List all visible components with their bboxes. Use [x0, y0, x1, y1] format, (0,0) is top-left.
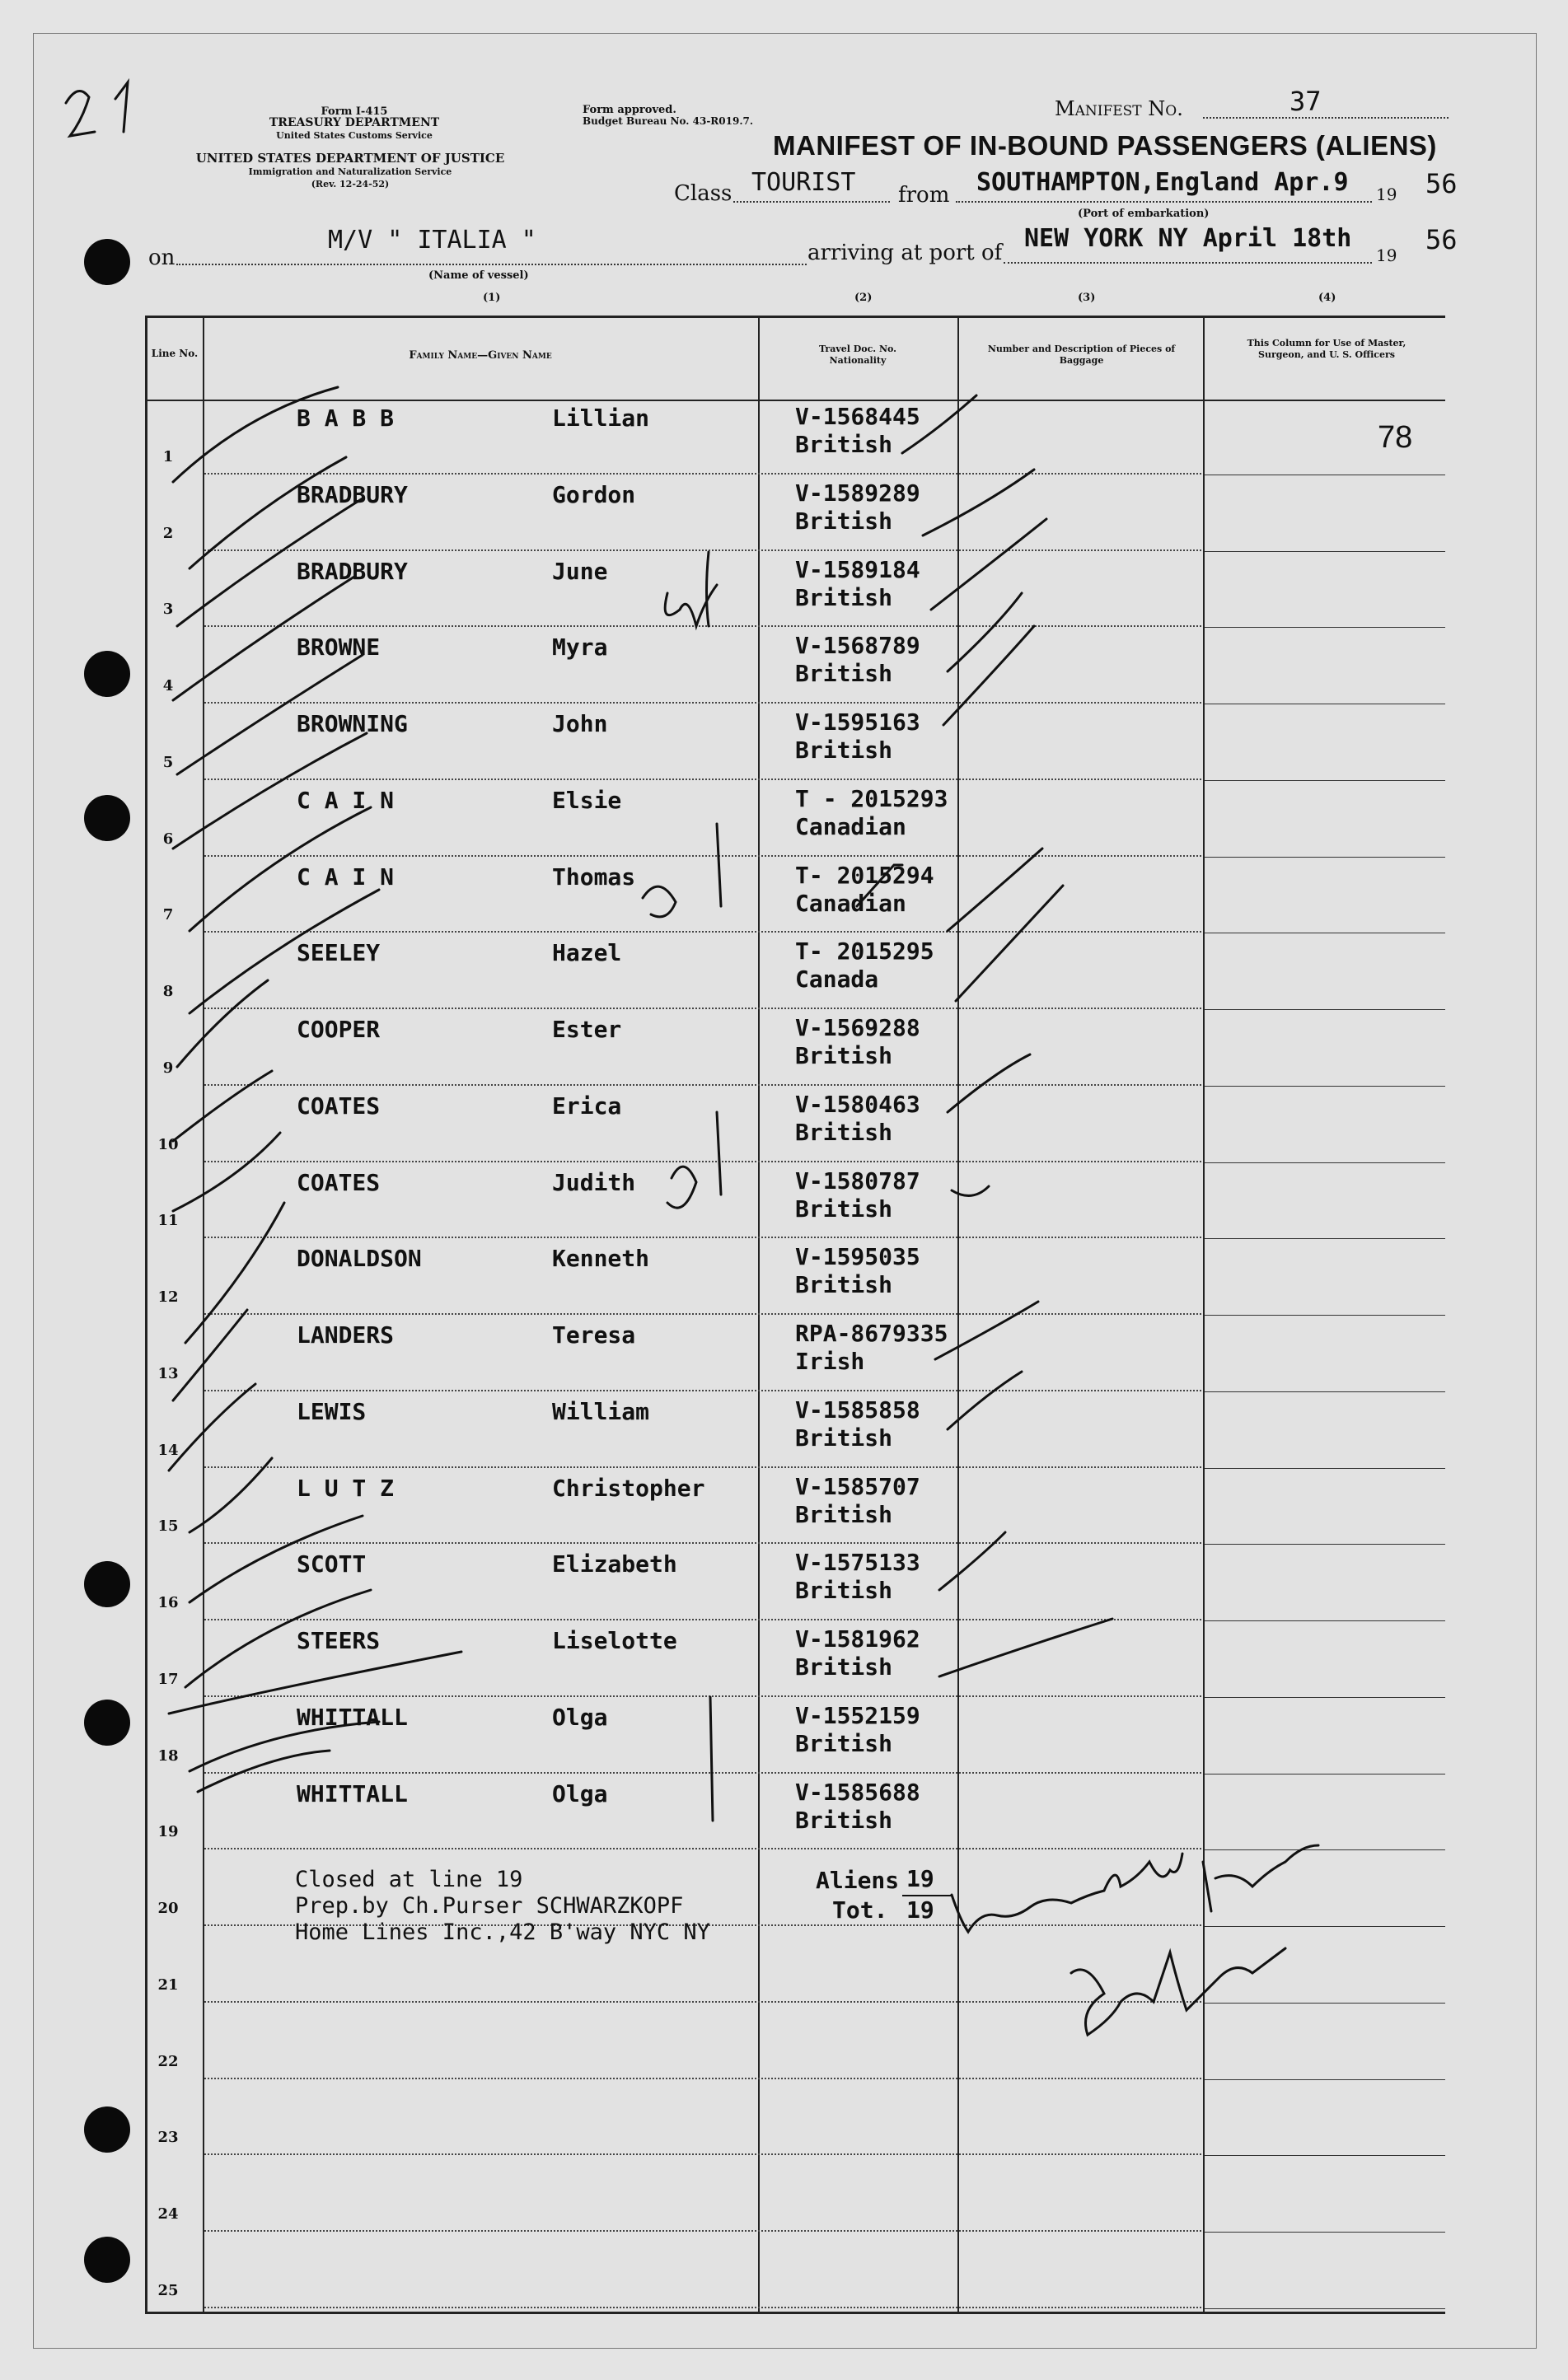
- travel-doc-number: V-1580463: [795, 1090, 920, 1118]
- initials-mark: [667, 1167, 696, 1208]
- line-number: 11: [157, 1212, 179, 1230]
- check-mark: [185, 1203, 284, 1343]
- column-number-1: (1): [483, 292, 501, 304]
- travel-doc-number: V-1569288: [795, 1014, 920, 1042]
- check-mark: [931, 519, 1046, 610]
- family-name: SCOTT: [297, 1550, 367, 1578]
- given-name: Lillian: [552, 404, 650, 432]
- check-mark: [857, 865, 902, 906]
- port-embark-caption: (Port of embarkation): [1078, 208, 1210, 220]
- closed-note: Closed at line 19: [295, 1867, 523, 1892]
- nationality: Canadian: [795, 812, 906, 840]
- line-number: 16: [157, 1594, 179, 1612]
- check-mark: [939, 1532, 1005, 1590]
- justice-label: UNITED STATES DEPARTMENT OF JUSTICE: [195, 151, 505, 166]
- corner-mark-stroke: [115, 82, 128, 132]
- family-name: B A B B: [297, 404, 395, 432]
- given-name: Erica: [552, 1092, 622, 1120]
- family-name: BRADBURY: [297, 480, 408, 508]
- immigration-label: Immigration and Naturalization Service: [248, 166, 452, 177]
- travel-doc-number: V-1589184: [795, 555, 920, 583]
- form-approved: Form approved.: [583, 104, 676, 116]
- given-name: Olga: [552, 1703, 608, 1731]
- bracket-mark: [710, 1697, 713, 1821]
- arrival-value: NEW YORK NY April 18th: [1024, 224, 1352, 253]
- year-value-1: 56: [1425, 168, 1458, 199]
- check-mark: [169, 1652, 461, 1714]
- aliens-count: 19: [906, 1865, 934, 1892]
- given-name: Teresa: [552, 1321, 636, 1349]
- nationality: British: [795, 1577, 893, 1605]
- bracket-mark: [717, 824, 721, 906]
- travel-doc-number: T - 2015293: [795, 784, 948, 812]
- travel-doc-number: V-1585858: [795, 1396, 920, 1424]
- line-number: 7: [162, 906, 174, 924]
- family-name: COATES: [297, 1092, 381, 1120]
- customs-label: United States Customs Service: [276, 130, 433, 141]
- given-name: Hazel: [552, 939, 622, 967]
- nationality: British: [795, 1118, 893, 1146]
- on-label: on: [148, 245, 176, 270]
- column-number-4: (4): [1318, 292, 1336, 304]
- nationality: Irish: [795, 1348, 865, 1376]
- nationality: British: [795, 507, 893, 535]
- class-label: Class: [674, 181, 733, 206]
- line-number: 15: [157, 1517, 179, 1536]
- check-mark: [190, 1516, 363, 1602]
- given-name: Myra: [552, 634, 608, 662]
- line-number: 1: [162, 447, 174, 465]
- check-mark: [173, 577, 354, 700]
- from-label: from: [898, 183, 950, 208]
- year-prefix-2: 19: [1376, 245, 1397, 265]
- family-name: LANDERS: [297, 1321, 395, 1349]
- line-number: 5: [162, 753, 174, 771]
- family-name: BROWNING: [297, 710, 408, 738]
- travel-doc-header: Travel Doc. No. Nationality: [819, 344, 896, 366]
- given-name: Olga: [552, 1779, 608, 1807]
- given-name: June: [552, 557, 608, 585]
- line-number: 6: [162, 830, 174, 848]
- check-mark: [190, 807, 371, 931]
- check-mark: [923, 470, 1034, 535]
- line-number: 17: [157, 1670, 179, 1688]
- nationality: British: [795, 1653, 893, 1681]
- line-number: 14: [157, 1441, 179, 1459]
- line-number: 2: [162, 524, 174, 542]
- check-mark: [173, 733, 367, 849]
- arriving-label: arriving at port of: [807, 241, 1003, 265]
- check-mark: [190, 1722, 379, 1771]
- check-mark: [943, 626, 1034, 725]
- prepared-note: Prep.by Ch.Purser SCHWARZKOPF: [295, 1893, 684, 1919]
- given-name: Judith: [552, 1168, 636, 1196]
- nationality: Canada: [795, 966, 879, 994]
- name-header: Family Name—Given Name: [409, 349, 552, 362]
- check-mark: [173, 1071, 272, 1141]
- column-number-2: (2): [854, 292, 873, 304]
- travel-doc-number: T- 2015295: [795, 938, 934, 966]
- given-name: John: [552, 710, 608, 738]
- given-name: Gordon: [552, 480, 636, 508]
- baggage-header: Number and Description of Pieces of Baggage: [987, 344, 1176, 366]
- initials-mark: [665, 552, 717, 626]
- travel-doc-number: V-1568789: [795, 632, 920, 660]
- nationality: British: [795, 1195, 893, 1223]
- line-number: 12: [157, 1288, 179, 1307]
- given-name: Elsie: [552, 786, 622, 814]
- family-name: WHITTALL: [297, 1703, 408, 1731]
- check-mark: [948, 849, 1042, 931]
- nationality: British: [795, 583, 893, 611]
- line-number: 4: [162, 677, 174, 695]
- check-mark: [948, 1372, 1022, 1429]
- line-number: 24: [157, 2205, 179, 2223]
- line-number: 23: [157, 2129, 179, 2147]
- total-count: 19: [906, 1896, 934, 1924]
- vessel-caption: (Name of vessel): [428, 269, 529, 282]
- form-number: Form I-415: [321, 105, 388, 118]
- check-mark: [948, 1054, 1030, 1112]
- nationality: British: [795, 1271, 893, 1299]
- check-mark: [948, 593, 1022, 671]
- travel-doc-number: T- 2015294: [795, 861, 934, 889]
- travel-doc-number: V-1568445: [795, 403, 920, 430]
- family-name: BRADBURY: [297, 557, 408, 585]
- class-value: TOURIST: [751, 168, 856, 197]
- check-mark: [173, 1310, 247, 1400]
- travel-doc-number: V-1585707: [795, 1472, 920, 1500]
- travel-doc-number: V-1581962: [795, 1625, 920, 1653]
- travel-doc-number: V-1580787: [795, 1167, 920, 1195]
- check-mark: [177, 655, 363, 774]
- nationality: British: [795, 1500, 893, 1528]
- bracket-mark: [717, 1112, 721, 1195]
- travel-doc-number: V-1585688: [795, 1778, 920, 1806]
- given-name: Thomas: [552, 863, 636, 891]
- line-number: 19: [157, 1823, 179, 1841]
- manifest-title: MANIFEST OF IN-BOUND PASSENGERS (ALIENS): [773, 130, 1437, 161]
- nationality: British: [795, 1806, 893, 1834]
- corner-mark-stroke: [66, 91, 95, 136]
- officer-mark: 78: [1378, 420, 1413, 455]
- total-label: Tot.: [832, 1896, 888, 1924]
- year-prefix-1: 19: [1376, 185, 1397, 204]
- given-name: Elizabeth: [552, 1550, 677, 1578]
- family-name: COATES: [297, 1168, 381, 1196]
- line-number: 13: [157, 1364, 179, 1382]
- given-name: Kenneth: [552, 1245, 650, 1273]
- annotation-lines: [952, 1845, 1318, 1932]
- annotation-signature: [1071, 1948, 1285, 2035]
- from-value: SOUTHAMPTON,England Apr.9: [976, 168, 1349, 197]
- revision-label: (Rev. 12-24-52): [311, 179, 390, 189]
- travel-doc-number: RPA-8679335: [795, 1320, 948, 1348]
- company-note: Home Lines Inc.,42 B'way NYC NY: [295, 1919, 710, 1945]
- family-name: COOPER: [297, 1016, 381, 1044]
- family-name: C A I N: [297, 863, 395, 891]
- year-value-2: 56: [1425, 224, 1458, 255]
- check-mark: [177, 980, 268, 1067]
- check-mark: [939, 1619, 1112, 1676]
- line-number: 20: [157, 1900, 179, 1918]
- officers-header: This Column for Use of Master, Surgeon, and U. S. Officers: [1247, 338, 1407, 360]
- nationality: British: [795, 736, 893, 764]
- line-number: 9: [162, 1059, 174, 1077]
- given-name: Christopher: [552, 1474, 705, 1502]
- check-mark: [190, 457, 346, 568]
- family-name: STEERS: [297, 1627, 381, 1655]
- line-number: 3: [162, 601, 174, 619]
- check-mark: [173, 387, 338, 482]
- line-number: 22: [157, 2052, 179, 2070]
- family-name: BROWNE: [297, 634, 381, 662]
- check-mark: [902, 395, 976, 453]
- nationality: British: [795, 1729, 893, 1757]
- initials-mark: [643, 886, 676, 917]
- check-mark: [185, 1590, 371, 1687]
- given-name: Liselotte: [552, 1627, 677, 1655]
- aliens-label: Aliens: [816, 1867, 900, 1894]
- line-number: 21: [157, 1976, 179, 1994]
- check-mark: [169, 1384, 255, 1471]
- check-mark: [935, 1302, 1038, 1359]
- column-number-3: (3): [1078, 292, 1096, 304]
- check-mark: [198, 1751, 330, 1792]
- family-name: C A I N: [297, 786, 395, 814]
- line-no-header: Line No.: [151, 348, 199, 359]
- line-number: 18: [157, 1746, 179, 1765]
- family-name: DONALDSON: [297, 1245, 422, 1273]
- line-number: 8: [162, 983, 174, 1001]
- vessel-name: M/V " ITALIA ": [328, 226, 536, 255]
- nationality: Canadian: [795, 889, 906, 917]
- check-mark: [173, 1133, 280, 1211]
- manifest-number: 37: [1290, 86, 1322, 117]
- line-number: 25: [157, 2282, 179, 2299]
- check-mark: [177, 498, 363, 626]
- family-name: L U T Z: [297, 1474, 395, 1502]
- line-number: 10: [157, 1135, 179, 1153]
- manifest-label: Manifest No.: [1055, 97, 1183, 120]
- travel-doc-number: V-1552159: [795, 1701, 920, 1729]
- check-mark: [956, 886, 1063, 1001]
- check-mark: [952, 1186, 989, 1195]
- travel-doc-number: V-1595035: [795, 1243, 920, 1271]
- budget-bureau: Budget Bureau No. 43-R019.7.: [583, 115, 754, 127]
- travel-doc-number: V-1575133: [795, 1549, 920, 1577]
- travel-doc-number: V-1595163: [795, 708, 920, 736]
- nationality: British: [795, 1424, 893, 1452]
- treasury-label: TREASURY DEPARTMENT: [269, 116, 440, 129]
- given-name: William: [552, 1397, 650, 1425]
- family-name: WHITTALL: [297, 1779, 408, 1807]
- travel-doc-number: V-1589289: [795, 479, 920, 507]
- nationality: British: [795, 431, 893, 458]
- family-name: SEELEY: [297, 939, 381, 967]
- nationality: British: [795, 660, 893, 688]
- family-name: LEWIS: [297, 1397, 367, 1425]
- nationality: British: [795, 1042, 893, 1070]
- check-mark: [190, 1458, 272, 1532]
- check-mark: [190, 890, 379, 1013]
- given-name: Ester: [552, 1016, 622, 1044]
